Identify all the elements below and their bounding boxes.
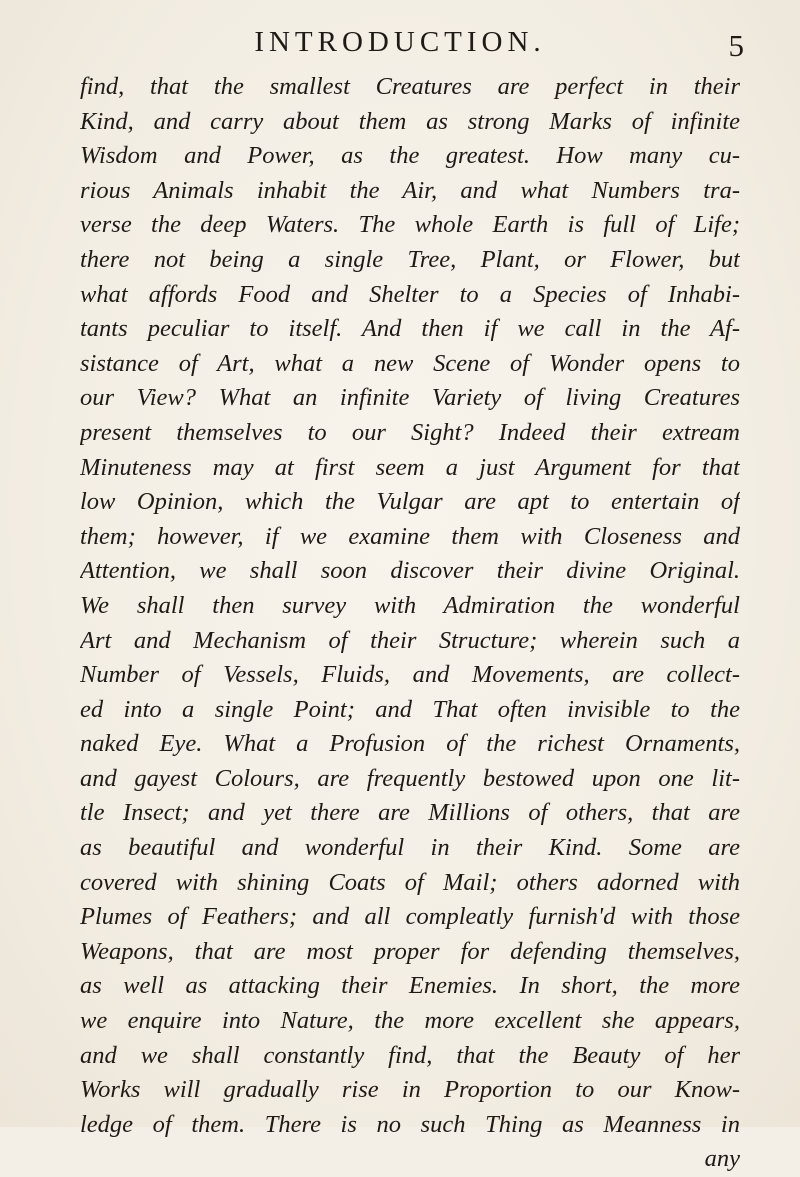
text-line: Kind, and carry about them as strong Marks of infinite — [80, 107, 740, 135]
text-line: low Opinion, which the Vulgar are apt to entertain of — [80, 488, 740, 516]
text-line: ed into a single Point; and That often invisible to the — [80, 695, 740, 723]
text-line: present themselves to our Sight? Indeed their extream — [80, 418, 740, 446]
text-line: Weapons, that are most proper for defending themselves, — [80, 937, 740, 965]
text-line: Wisdom and Power, as the greatest. How many cu- — [80, 142, 740, 170]
text-line: rious Animals inhabit the Air, and what Numbers tra- — [80, 176, 740, 204]
text-line: Plumes of Feathers; and all compleatly furnish'd with those — [80, 903, 740, 931]
text-line: Art and Mechanism of their Structure; wherein such a — [80, 626, 740, 654]
text-line: and gayest Colours, are frequently bestowed upon one lit- — [80, 764, 740, 792]
text-line: We shall then survey with Admiration the wonderful — [80, 591, 740, 619]
page-header — [0, 26, 800, 66]
text-line: Number of Vessels, Fluids, and Movements, are collect- — [80, 661, 740, 689]
text-line: find, that the smallest Creatures are perfect in their — [80, 73, 740, 100]
running-head: INTRODUCTION. — [254, 26, 546, 58]
text-line: tle Insect; and yet there are Millions of others, that are — [80, 799, 740, 827]
text-line: as well as attacking their Enemies. In short, the more — [80, 972, 740, 1000]
text-line: covered with shining Coats of Mail; others adorned with — [80, 868, 740, 896]
page-number: 5 — [728, 28, 744, 63]
text-line: naked Eye. What a Profusion of the richest Ornaments, — [80, 730, 740, 758]
text-line: tants peculiar to itself. And then if we call in the Af- — [80, 315, 740, 343]
text-line: Works will gradually rise in Proportion to our Know- — [80, 1076, 740, 1104]
text-line: ledge of them. There is no such Thing as Meanness in — [80, 1110, 740, 1138]
text-line: them; however, if we examine them with Closeness and — [80, 522, 740, 550]
text-line: and we shall constantly find, that the Beauty of her — [80, 1041, 740, 1069]
text-line: our View? What an infinite Variety of living Creatures — [80, 384, 740, 412]
text-line: sistance of Art, what a new Scene of Wonder opens to — [80, 349, 740, 377]
text-line: what affords Food and Shelter to a Species of Inhabi- — [80, 280, 740, 308]
text-line: there not being a single Tree, Plant, or Flower, but — [80, 245, 740, 273]
text-line: as beautiful and wonderful in their Kind. Some are — [80, 834, 740, 862]
body-text — [80, 70, 740, 1177]
text-line: Minuteness may at first seem a just Argument for that — [80, 453, 740, 481]
text-line: Attention, we shall soon discover their divine Original. — [80, 557, 740, 585]
text-line: verse the deep Waters. The whole Earth is full of Life; — [80, 211, 740, 239]
catchword: any — [704, 1145, 740, 1173]
text-line: we enquire into Nature, the more excellent she appears, — [80, 1007, 740, 1035]
